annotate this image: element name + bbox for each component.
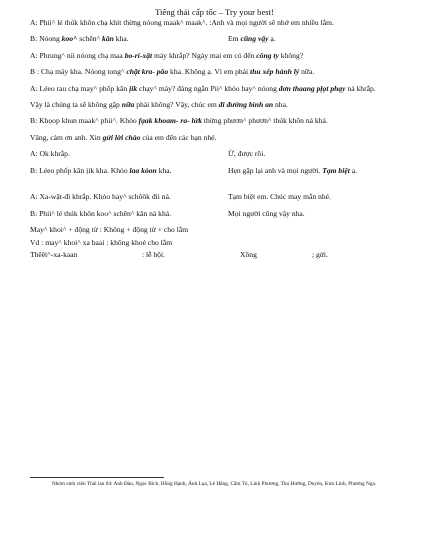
line-text: Vâng, cảm ơn anh. Xin [30, 132, 103, 142]
vocab-term: gửi lời chào [102, 132, 141, 142]
dialogue-line-5 [30, 84, 400, 94]
vocab-term: ịik [129, 83, 138, 93]
vocab-term: Thêêt^-xa-kaan [30, 250, 78, 260]
line-text: kha. [113, 34, 129, 44]
dialogue-line-1 [30, 18, 400, 28]
dialogue-line-9 [30, 149, 400, 159]
vocab-term: công ty [256, 50, 279, 60]
line-text: kha. Không ạ. Vì em phải [168, 67, 251, 77]
line-translation: Tạm biệt em. Chúc may mắn nhé. [228, 192, 331, 202]
line-text: Em [228, 34, 241, 44]
line-text: nữa. [299, 67, 315, 77]
line-text: B: Phii^ lé thúk khôn koo^ schên^ kăn ná khá. [30, 208, 172, 218]
line-text: không? [278, 50, 304, 60]
vocab-term: nữa [121, 100, 135, 110]
footer-credits: Nhóm sinh viên Thái lan 04: Anh Đào, Ngọc Bích, Hồng Hạnh, Ánh Lụa, Lê Hằng, Cẩm Tú, Linh Phương, Thu Hường, Duyên, Kim Linh, Phương Nga. [51, 481, 377, 487]
line-text: chạy^ mảy? đàng ngắn Pii^ khỏo hay^ nóong [137, 83, 279, 93]
vocab-term: fạak khoam- ra- lứk [138, 116, 202, 126]
vocab-term: chặt kra- păo [126, 67, 169, 77]
vocab-term: laa kòon [129, 165, 157, 175]
line-text: B: Nóong [30, 34, 62, 44]
vocab-term: Xồng [240, 250, 257, 260]
line-text: B: Léeo phốp kăn ịik kha. Khỏo [30, 165, 130, 175]
line-text: B : Chạ máy kha. Nóong tong^ [30, 67, 127, 77]
dialogue-line-3 [30, 51, 400, 61]
vocab-meaning: ; gửi. [312, 250, 328, 260]
vocab-term: bo-rí-xặt [124, 50, 153, 60]
line-text: nha. [273, 100, 288, 110]
vocab-term: đi đường bình an [218, 100, 274, 110]
line-text: ná khrắp. [345, 83, 376, 93]
vocab-line [30, 250, 400, 260]
line-text: thừng phươn^ phươn^ thúk khôn ná khá. [202, 116, 328, 126]
footer-divider [30, 477, 164, 478]
line-text: schên^ [77, 34, 103, 44]
vocab-term: koo^ [61, 34, 78, 44]
vocab-term: cũng vậy [240, 34, 269, 44]
grammar-example: Vd : may^ khoi^ xa baai : không khoẻ cho lắm [30, 237, 173, 247]
dialogue-line-4 [30, 67, 400, 77]
line-translation: Hẹn gặp lại anh và mọi người. [228, 165, 323, 175]
grammar-note: May^ khoi^ + động từ : Không + động từ + cho lắm [30, 225, 189, 235]
line-text: A: Ok khrắp. [30, 149, 70, 159]
line-text: Vậy là chúng ta sẽ không gặp [30, 100, 122, 110]
dialogue-body [30, 18, 400, 266]
dialogue-line-12 [30, 209, 400, 219]
vocab-term: đơn thaang pḷọt phạy [278, 83, 346, 93]
line-text: kha. [156, 165, 172, 175]
vocab-term: hành lý [275, 67, 300, 77]
vocab-meaning: : lễ hội. [142, 250, 165, 260]
dialogue-line-11 [30, 192, 400, 202]
line-text: A: Xa-wặt-đi khrắp. Khỏo hay^ schôôk đii ná. [30, 192, 171, 202]
dialogue-line-7 [30, 116, 400, 126]
line-text: A: Phii^ lé thúk khôn chạ khít thừng nóong maak^ maak^. :Anh và mọi người sẽ nhớ em nhiều lắm. [30, 18, 334, 27]
dialogue-line-6 [30, 100, 400, 110]
dialogue-line-8 [30, 133, 400, 143]
page-title: Tiếng thái cấp tốc – Try your best! [155, 7, 274, 17]
line-text: máy khrắp? Ngày mai em có đến [152, 50, 257, 60]
line-text: A: Phrung^ nỉi nóong chạ maa [30, 50, 125, 60]
line-text: ạ. [268, 34, 276, 44]
line-translation: Mọi người cũng vậy nha. [228, 208, 305, 218]
dialogue-line-10 [30, 166, 400, 187]
line-text: phải không? Vậy, chúc em [134, 100, 219, 110]
vocab-term: kăn [102, 34, 114, 44]
line-translation: Ừ, được rồi. [228, 149, 266, 159]
dialogue-line-2 [30, 34, 400, 44]
line-text: của em đến các bạn nhé. [140, 132, 217, 142]
line-text: A: Léeo rau chạ may^ phốp kăn [30, 83, 130, 93]
vocab-term: Tạm biệt [322, 165, 350, 175]
line-text: B: Khọop khun maak^ phii^. Khỏo [30, 116, 139, 126]
line-text: ạ. [349, 165, 357, 175]
vocab-term: thu xếp [250, 67, 274, 77]
